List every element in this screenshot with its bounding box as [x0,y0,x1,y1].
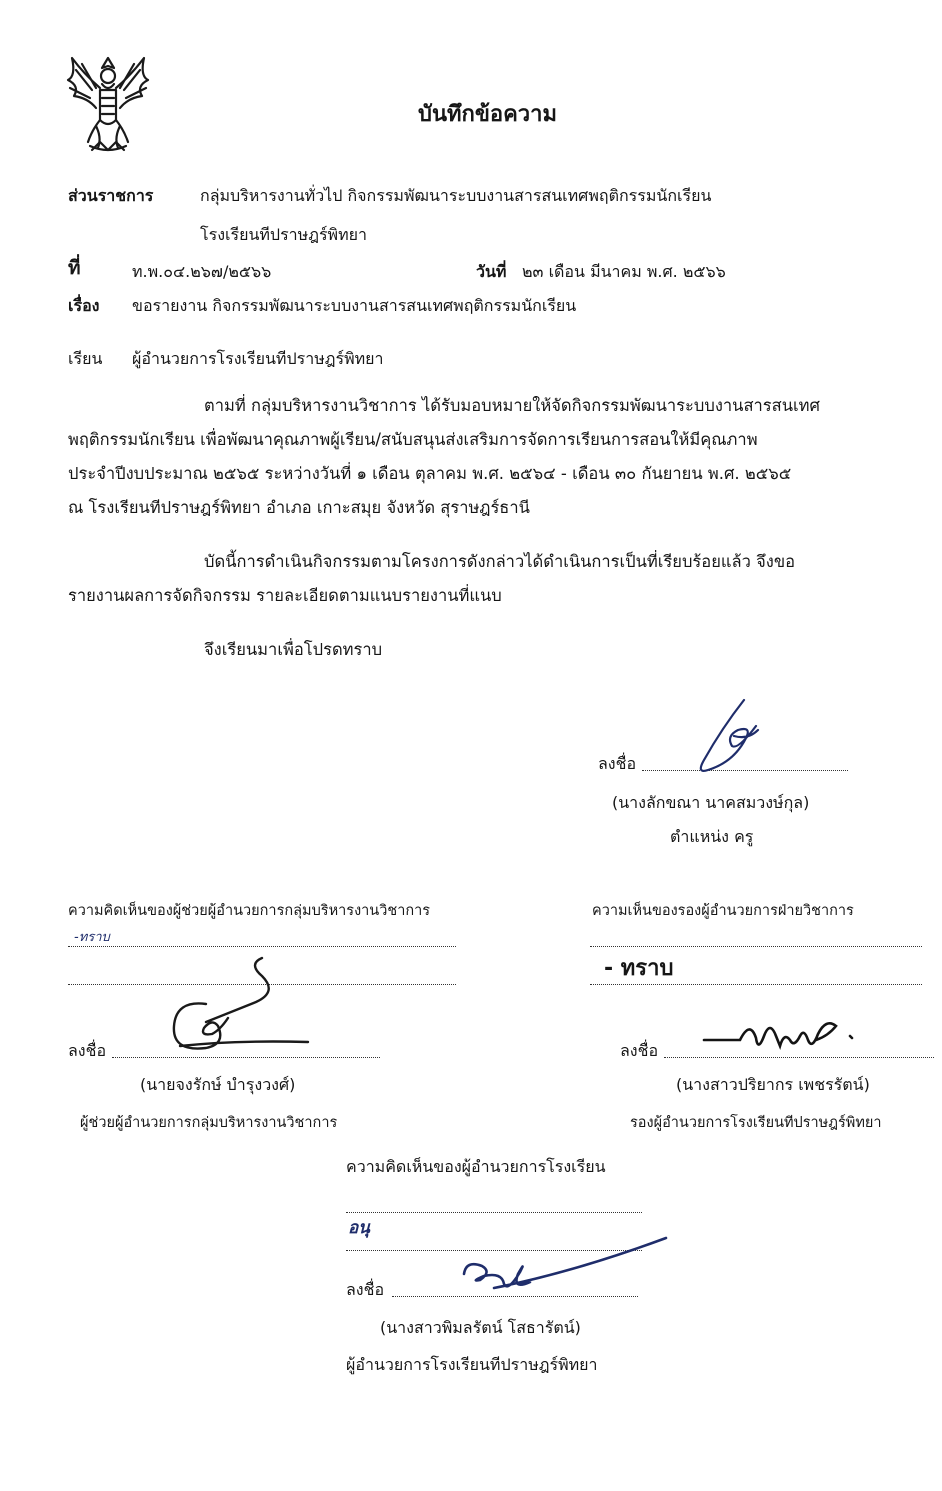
department-label: ส่วนราชการ [68,186,154,205]
left-signature [166,952,312,1060]
garuda-emblem-icon [62,50,154,156]
paragraph-2-line-1: บัดนี้การดำเนินกิจกรรมตามโครงการดังกล่าวได้ดำเนินการเป็นที่เรียบร้อยแล้ว จึงขอ [204,552,796,571]
to-value: ผู้อำนวยการโรงเรียนทีปราษฎร์พิทยา [132,349,384,368]
memo-title: บันทึกข้อความ [418,102,558,127]
left-sign-line [112,1057,380,1058]
right-opinion-line-1 [590,946,922,947]
department-line-2: โรงเรียนทีปราษฎร์พิทยา [200,225,367,244]
left-opinion-handwritten: -ทราบ [74,930,110,945]
main-signer-name: (นางลักขณา นาคสมวงษ์กุล) [612,793,810,812]
right-sign-label: ลงชื่อ [620,1041,659,1060]
director-name: (นางสาวพิมลรัตน์ โสธารัตน์) [380,1318,581,1337]
director-sign-label: ลงชื่อ [346,1280,385,1299]
director-opinion-line-1 [346,1212,642,1213]
left-sign-label: ลงชื่อ [68,1041,107,1060]
department-line-1: กลุ่มบริหารงานทั่วไป กิจกรรมพัฒนาระบบงานสารสนเทศพฤติกรรมนักเรียน [200,186,712,205]
left-opinion-line-1 [68,946,456,947]
ref-label: ที่ [68,257,81,279]
left-signer-name: (นายจงรักษ์ บำรุงวงศ์) [140,1075,296,1094]
paragraph-2-line-2: รายงานผลการจัดกิจกรรม รายละเอียดตามแนบรายงานที่แนบ [68,586,502,605]
director-position: ผู้อำนวยการโรงเรียนทีปราษฎร์พิทยา [346,1355,598,1374]
main-signer-position: ตำแหน่ง ครู [670,827,754,846]
main-signature [686,690,776,780]
right-opinion-handwritten: - ทราบ [604,956,674,981]
director-sign-line [392,1296,638,1297]
paragraph-1-line-2: พฤติกรรมนักเรียน เพื่อพัฒนาคุณภาพผู้เรียน/สนับสนุนส่งเสริมการจัดการเรียนการสอนให้มีคุณภาพ [68,430,758,449]
date-label: วันที่ [476,262,507,281]
right-signer-name: (นางสาวปริยากร เพชรรัตน์) [676,1075,870,1094]
director-opinion-heading: ความคิดเห็นของผู้อำนวยการโรงเรียน [346,1157,606,1176]
ref-value: ท.พ.๐๔.๒๖๗/๒๕๖๖ [132,262,272,281]
closing-text: จึงเรียนมาเพื่อโปรดทราบ [204,640,383,659]
right-signature [700,1012,860,1060]
subject-value: ขอรายงาน กิจกรรมพัฒนาระบบงานสารสนเทศพฤติกรรมนักเรียน [132,296,577,315]
paragraph-1-line-1: ตามที่ กลุ่มบริหารงานวิชาการ ได้รับมอบหมายให้จัดกิจกรรมพัฒนาระบบงานสารสนเทศ [204,396,820,415]
paragraph-1-line-3: ประจำปีงบประมาณ ๒๕๖๕ ระหว่างวันที่ ๑ เดือน ตุลาคม พ.ศ. ๒๕๖๔ - เดือน ๓๐ กันยายน พ.ศ. ๒๕๖๕ [68,464,792,483]
right-opinion-line-2 [590,984,922,985]
director-opinion-handwritten: อนุ [348,1218,370,1238]
left-signer-position: ผู้ช่วยผู้อำนวยการกลุ่มบริหารงานวิชาการ [80,1115,338,1131]
right-signer-position: รองผู้อำนวยการโรงเรียนทีปราษฎร์พิทยา [630,1115,882,1131]
to-label: เรียน [68,349,103,368]
date-value: ๒๓ เดือน มีนาคม พ.ศ. ๒๕๖๖ [522,262,726,281]
director-signature [454,1232,674,1302]
left-opinion-heading: ความคิดเห็นของผู้ช่วยผู้อำนวยการกลุ่มบริหารงานวิชาการ [68,903,431,919]
subject-label: เรื่อง [68,296,100,315]
right-opinion-heading: ความเห็นของรองผู้อำนวยการฝ่ายวิชาการ [592,903,854,919]
main-sign-label: ลงชื่อ [598,754,637,773]
paragraph-1-line-4: ณ โรงเรียนทีปราษฎร์พิทยา อำเภอ เกาะสมุย จังหวัด สุราษฎร์ธานี [68,498,530,517]
